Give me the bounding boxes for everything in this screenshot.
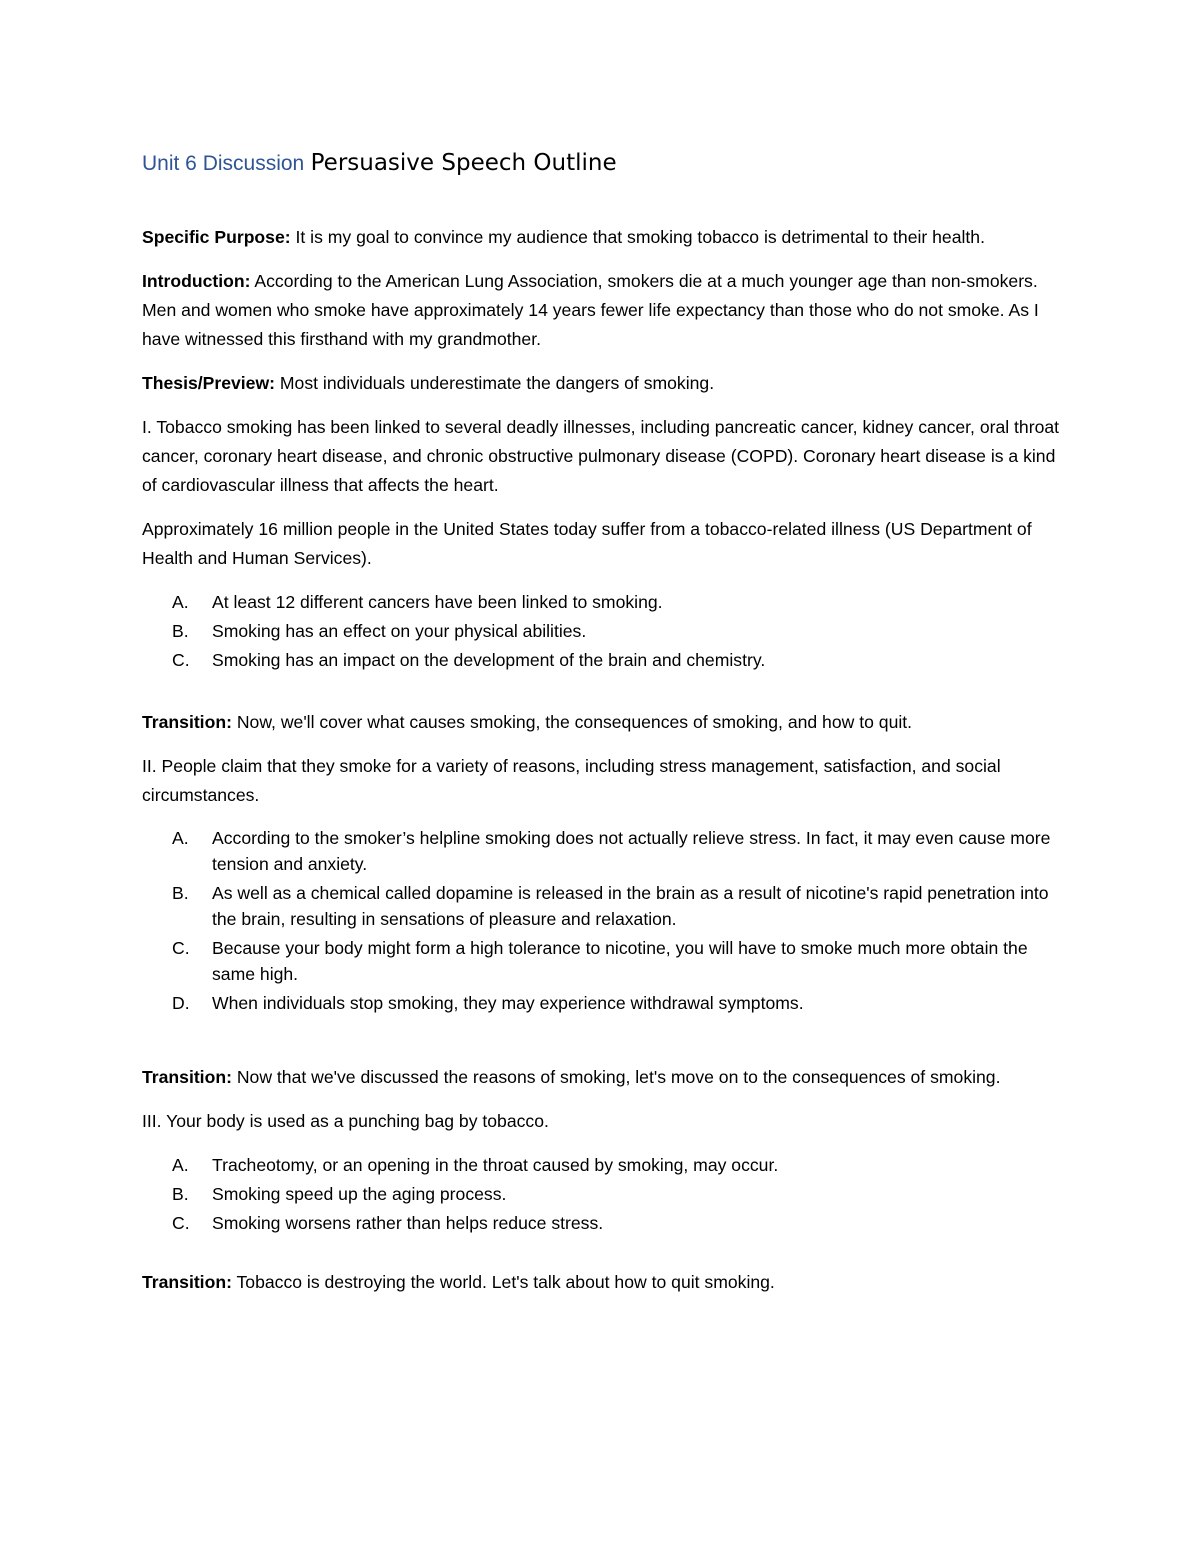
specific-purpose (142, 223, 1062, 252)
list-item (172, 588, 1062, 617)
main-point-1-subpoints (142, 588, 1062, 675)
introduction (142, 267, 1062, 354)
list-item-text: Because your body might form a high tolerance to nicotine, you will have to smoke much more obtain the same high. (212, 938, 1028, 984)
list-marker: D. (172, 993, 190, 1013)
list-marker: C. (172, 938, 190, 958)
main-point-3-subpoints (142, 1151, 1062, 1238)
transition-3-text: Tobacco is destroying the world. Let's talk about how to quit smoking. (236, 1272, 775, 1292)
list-item (172, 1209, 1062, 1238)
list-item-text: According to the smoker’s helpline smoking does not actually relieve stress. In fact, it may even cause more tension and anxiety. (212, 828, 1051, 874)
list-marker: C. (172, 1213, 190, 1233)
list-item (172, 646, 1062, 675)
list-marker: B. (172, 883, 189, 903)
list-item (172, 617, 1062, 646)
list-item-text: At least 12 different cancers have been linked to smoking. (212, 592, 663, 612)
main-point-1: I. Tobacco smoking has been linked to several deadly illnesses, including pancreatic cancer, kidney cancer, oral throat cancer, coronary heart disease, and chronic obstructive pulmonary disease (COPD). Coronary heart disease is a kind of cardiovascular illness that affects the heart. (142, 417, 1060, 495)
list-item (172, 1180, 1062, 1209)
spacer (142, 675, 1062, 708)
list-item (172, 990, 1062, 1016)
transition-2 (142, 1063, 1062, 1092)
list-marker: C. (172, 650, 190, 670)
list-item-text: Smoking has an effect on your physical abilities. (212, 621, 587, 641)
document-title (142, 145, 1062, 181)
list-item (172, 825, 1062, 877)
specific-purpose-label: Specific Purpose: (142, 227, 291, 247)
list-item (172, 935, 1062, 987)
thesis-label: Thesis/Preview: (142, 373, 275, 393)
transition-3-label: Transition: (142, 1272, 232, 1292)
main-point-1-support: Approximately 16 million people in the United States today suffer from a tobacco-related illness (US Department of Health and Human Services). (142, 519, 1032, 568)
list-marker: B. (172, 1184, 189, 1204)
list-item-text: Smoking worsens rather than helps reduce stress. (212, 1213, 604, 1233)
list-item-text: When individuals stop smoking, they may experience withdrawal symptoms. (212, 993, 804, 1013)
transition-2-text: Now that we've discussed the reasons of smoking, let's move on to the consequences of smoking. (236, 1067, 1001, 1087)
introduction-label: Introduction: (142, 271, 251, 291)
main-point-2-subpoints (142, 825, 1062, 1016)
document-page (142, 145, 1062, 1312)
transition-1-text: Now, we'll cover what causes smoking, the consequences of smoking, and how to quit. (236, 712, 913, 732)
title-main: Persuasive Speech Outline (310, 150, 617, 176)
transition-1 (142, 708, 1062, 737)
list-marker: B. (172, 621, 189, 641)
list-marker: A. (172, 592, 189, 612)
list-item-text: Smoking has an impact on the development of the brain and chemistry. (212, 650, 766, 670)
spacer (142, 1019, 1062, 1063)
specific-purpose-text: It is my goal to convince my audience that smoking tobacco is detrimental to their health. (295, 227, 985, 247)
thesis-text: Most individuals underestimate the dangers of smoking. (279, 373, 715, 393)
list-item (172, 1151, 1062, 1180)
list-item-text: Smoking speed up the aging process. (212, 1184, 507, 1204)
thesis-preview (142, 369, 1062, 398)
list-marker: A. (172, 1155, 189, 1175)
title-unit-label: Unit 6 Discussion (142, 152, 305, 175)
transition-1-label: Transition: (142, 712, 232, 732)
list-marker: A. (172, 828, 189, 848)
transition-3 (142, 1268, 1062, 1297)
transition-2-label: Transition: (142, 1067, 232, 1087)
main-point-2: II. People claim that they smoke for a variety of reasons, including stress management, satisfaction, and social circumstances. (142, 756, 1001, 805)
introduction-text: According to the American Lung Association, smokers die at a much younger age than non-smokers. Men and women who smoke have approximately 14 years fewer life expectancy than those who do not smoke. As I have witnessed this firsthand with my grandmother. (142, 271, 1039, 349)
spacer (142, 1238, 1062, 1268)
list-item (172, 880, 1062, 932)
list-item-text: As well as a chemical called dopamine is released in the brain as a result of nicotine's rapid penetration into the brain, resulting in sensations of pleasure and relaxation. (212, 883, 1049, 929)
main-point-3: III. Your body is used as a punching bag by tobacco. (142, 1111, 549, 1131)
list-item-text: Tracheotomy, or an opening in the throat caused by smoking, may occur. (212, 1155, 779, 1175)
